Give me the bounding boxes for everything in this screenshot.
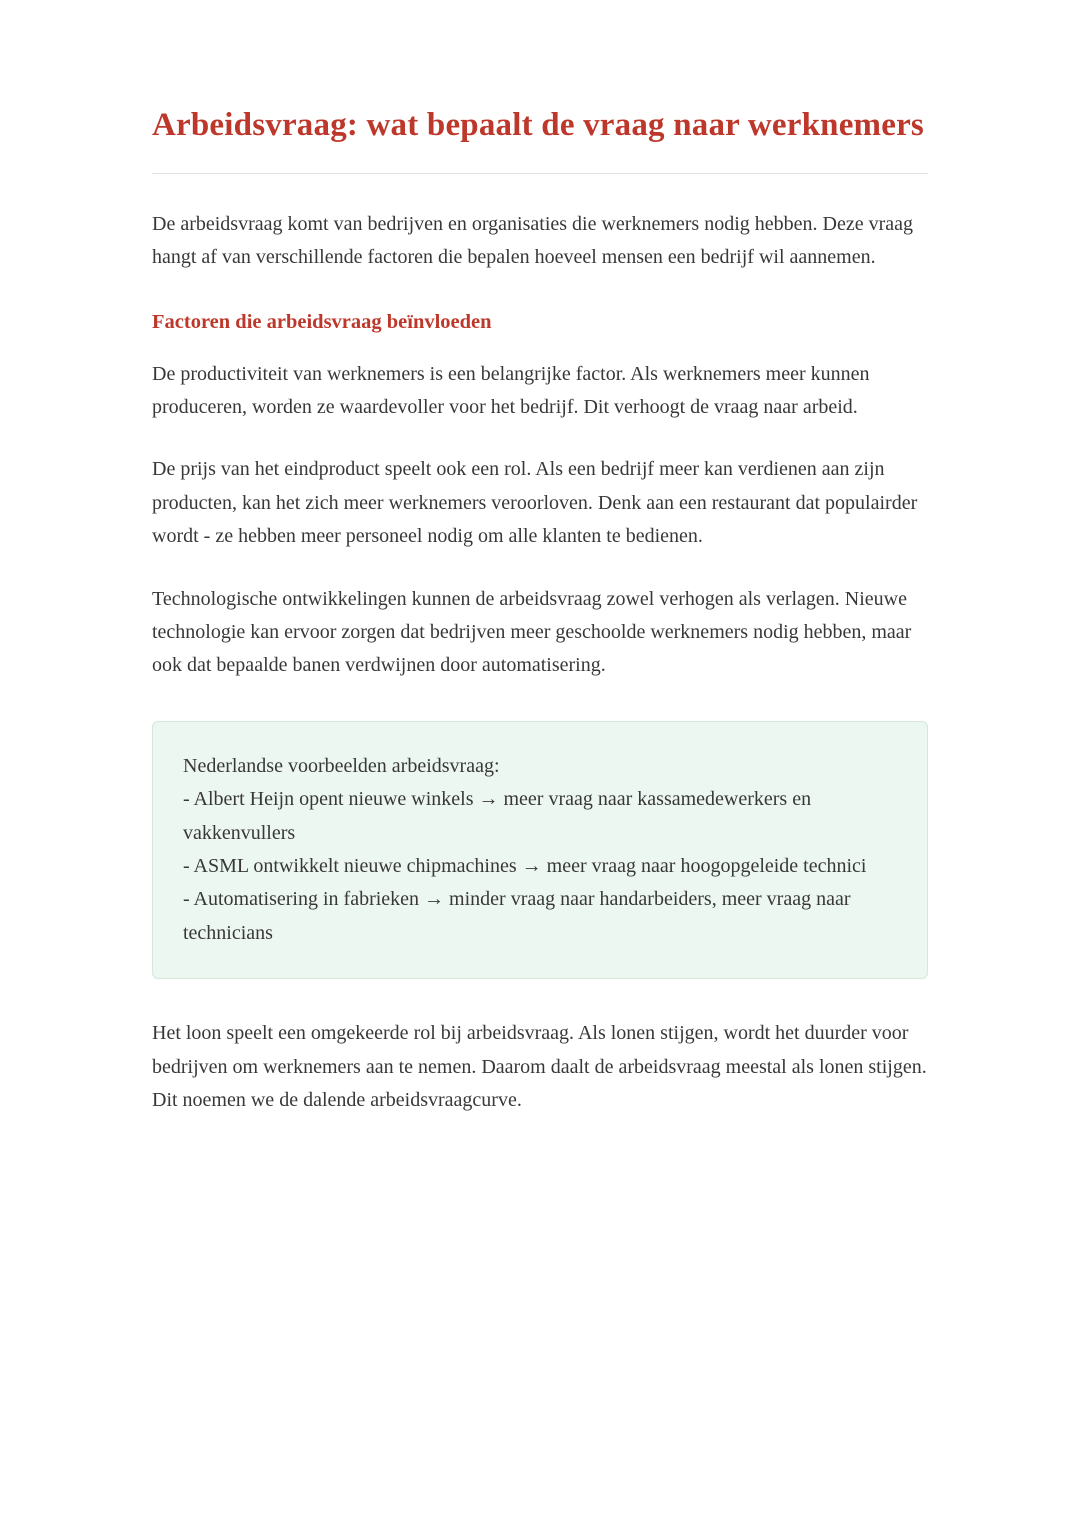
paragraph-technologie: Technologische ontwikkelingen kunnen de arbeidsvraag zowel verhogen als verlagen. Nieuwe technologie kan ervoor zorgen dat bedrijven meer geschoolde werknemers nodig hebben, maar ook dat bepaalde banen verdwijnen door automatisering. xyxy=(152,587,912,677)
paragraph-productiviteit: De productiviteit van werknemers is een belangrijke factor. Als werknemers meer kunnen produceren, worden ze waardevoller voor het bedrijf. Dit verhoogt de vraag naar arbeid. xyxy=(152,362,870,419)
page-title: Arbeidsvraag: wat bepaalt de vraag naar werknemers xyxy=(152,107,924,143)
title-divider xyxy=(152,173,928,174)
example-item-albert-heijn: - Albert Heijn opent nieuwe winkels → meer vraag naar kassamedewerkers en vakkenvullers xyxy=(183,788,812,844)
example-box xyxy=(152,721,928,979)
paragraph-prijs-eindproduct: De prijs van het eindproduct speelt ook een rol. Als een bedrijf meer kan verdienen aan zijn producten, kan het zich meer werknemers veroorloven. Denk aan een restaurant dat populairder wordt - ze hebben meer personeel nodig om alle klanten te bedienen. xyxy=(152,458,918,548)
example-item-asml: - ASML ontwikkelt nieuwe chipmachines → meer vraag naar hoogopgeleide technici xyxy=(183,854,867,877)
example-item-automatisering: - Automatisering in fabrieken → minder vraag naar handarbeiders, meer vraag naar technicians xyxy=(183,888,851,944)
article-page xyxy=(152,0,928,1206)
section-heading-factoren: Factoren die arbeidsvraag beïnvloeden xyxy=(152,310,492,333)
closing-paragraph-loon: Het loon speelt een omgekeerde rol bij arbeidsvraag. Als lonen stijgen, wordt het duurder voor bedrijven om werknemers aan te nemen. Daarom daalt de arbeidsvraag meestal als lonen stijgen. Dit noemen we de dalende arbeidsvraagcurve. xyxy=(152,1022,927,1111)
example-box-title: Nederlandse voorbeelden arbeidsvraag: xyxy=(183,754,500,777)
intro-paragraph: De arbeidsvraag komt van bedrijven en organisaties die werknemers nodig hebben. Deze vraag hangt af van verschillende factoren die bepalen hoeveel mensen een bedrijf wil aannemen. xyxy=(152,212,914,269)
